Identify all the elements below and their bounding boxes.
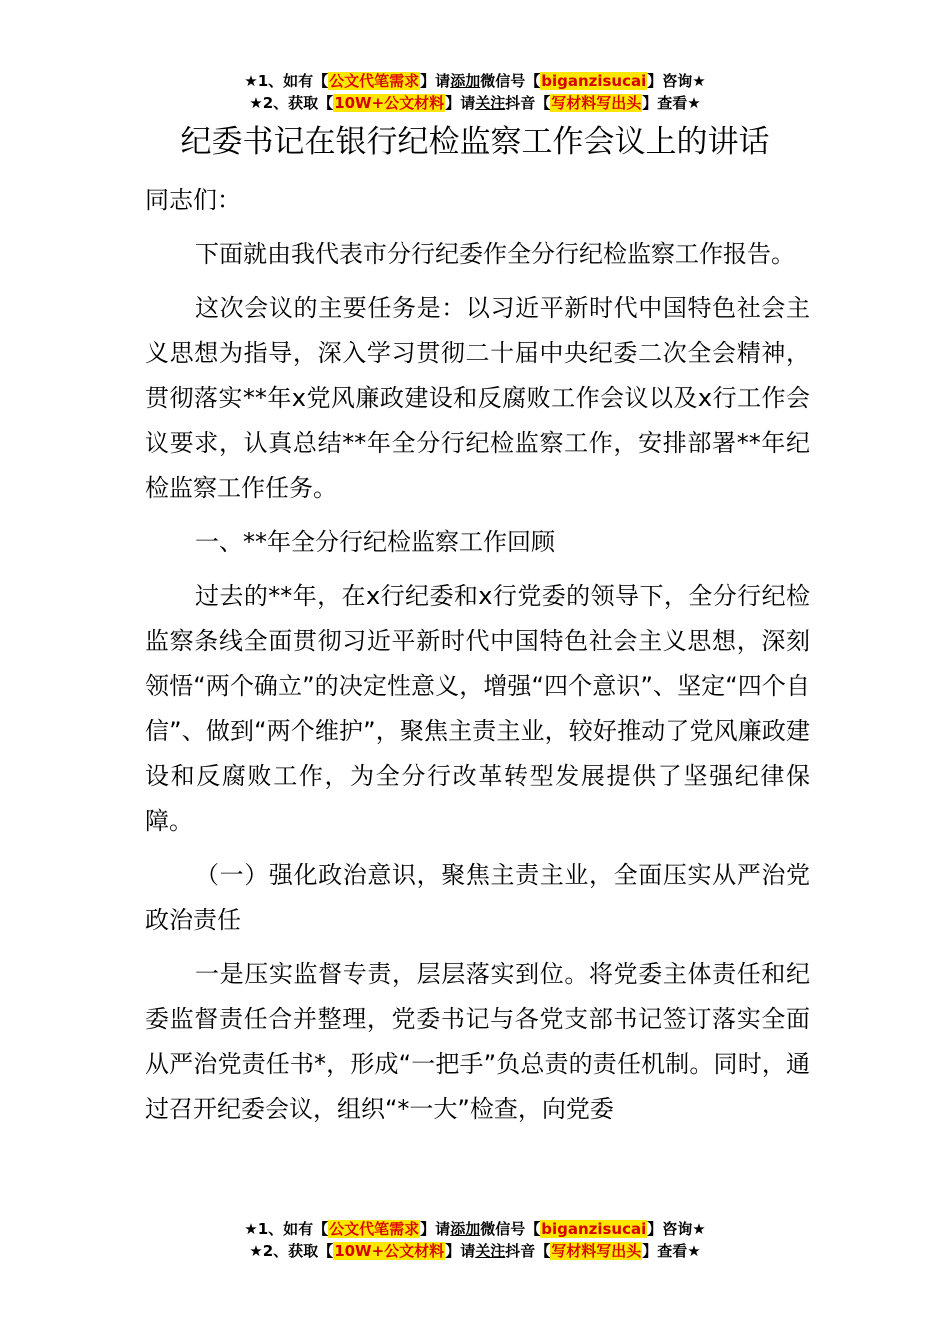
banner-highlight: 10W+公文材料 [334,94,445,112]
banner-highlight: 写材料写出头 [551,94,642,112]
banner-highlight: biganzisucai [541,1220,647,1238]
banner-highlight: biganzisucai [541,72,647,90]
paragraph: 这次会议的主要任务是：以习近平新时代中国特色社会主义思想为指导，深入学习贯彻二十届中央纪委二次全会精神，贯彻落实**年x党风廉政建设和反腐败工作会议以及x行工作会议要求，认真总结**年全分行纪检监察工作，安排部署**年纪检监察工作任务。 [145,294,810,502]
banner-line-1: ★1、如有【公文代笔需求】请添加微信号【biganzisucai】咨询★ [244,1220,706,1238]
banner-highlight: 公文代笔需求 [329,72,420,90]
banner-highlight: 写材料写出头 [551,1242,642,1260]
subsection-heading: （一）强化政治意识，聚焦主责主业，全面压实从严治党政治责任 [145,861,810,934]
document-body [145,178,810,1141]
banner-line-2: ★2、获取【10W+公文材料】请关注抖音【写材料写出头】查看★ [249,1242,701,1260]
banner-highlight: 10W+公文材料 [334,1242,445,1260]
paragraph: 下面就由我代表市分行纪委作全分行纪检监察工作报告。 [195,240,795,268]
paragraph: 一是压实监督专责，层层落实到位。将党委主体责任和纪委监督责任合并整理，党委书记与各党支部书记签订落实全面从严治党责任书*，形成“一把手”负总责的责任机制。同时，通过召开纪委会议，组织“*一大”检查，向党委 [145,960,810,1123]
salutation: 同志们： [145,186,241,214]
banner-highlight: 公文代笔需求 [329,1220,420,1238]
banner-line-1: ★1、如有【公文代笔需求】请添加微信号【biganzisucai】咨询★ [244,72,706,90]
section-heading: 一、**年全分行纪检监察工作回顾 [195,528,555,556]
header-banner [0,70,950,114]
document-title: 纪委书记在银行纪检监察工作会议上的讲话 [180,124,770,160]
footer-banner [0,1218,950,1262]
banner-line-2: ★2、获取【10W+公文材料】请关注抖音【写材料写出头】查看★ [249,94,701,112]
paragraph: 过去的**年，在x行纪委和x行党委的领导下，全分行纪检监察条线全面贯彻习近平新时代中国特色社会主义思想，深刻领悟“两个确立”的决定性意义，增强“四个意识”、坚定“四个自信”、做到“两个维护”，聚焦主责主业，较好推动了党风廉政建设和反腐败工作，为全分行改革转型发展提供了坚强纪律保障。 [145,582,810,835]
